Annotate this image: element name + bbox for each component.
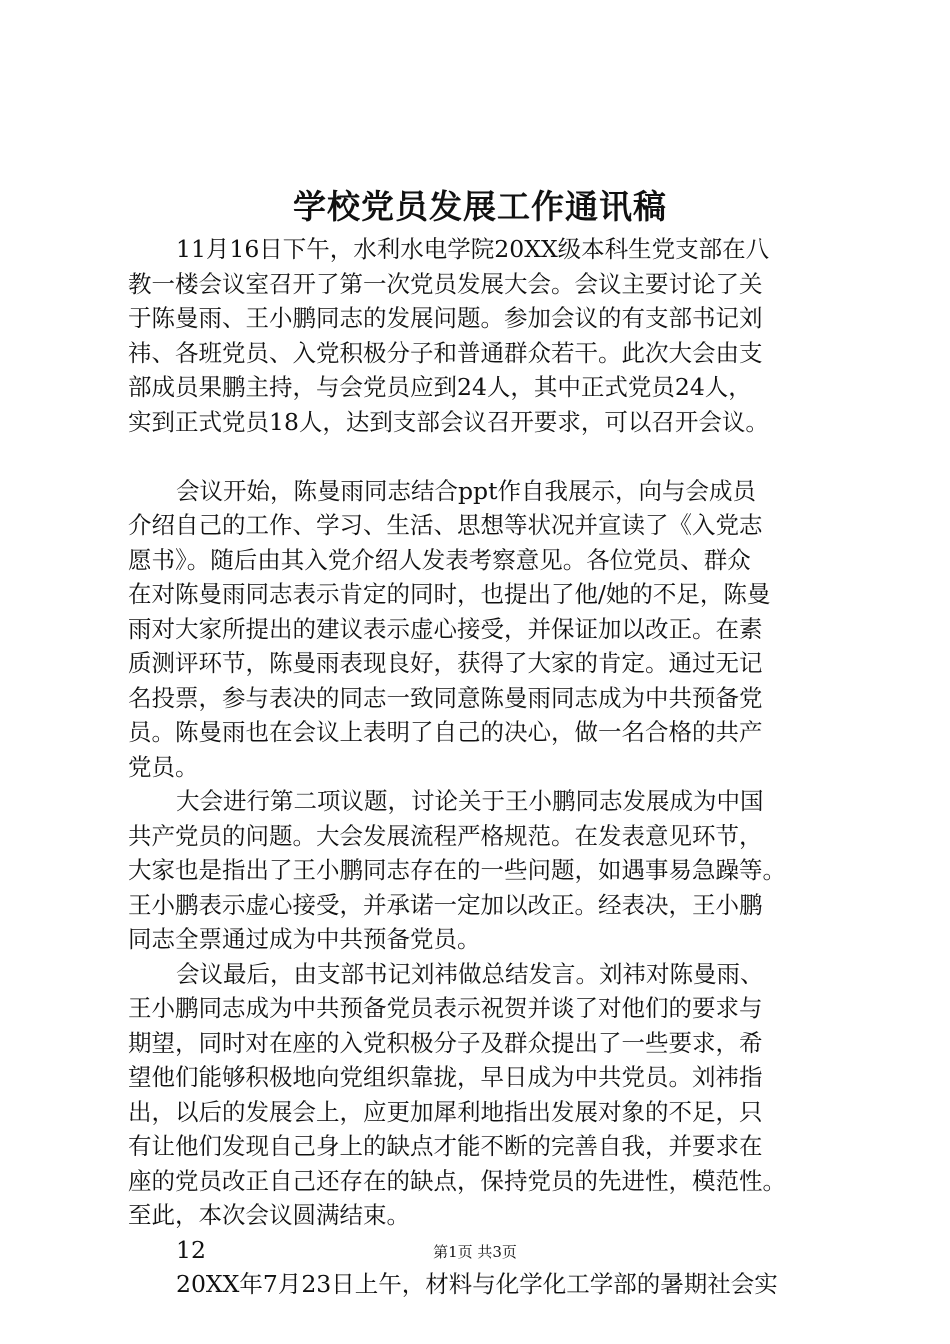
paragraph-line: 大家也是指出了王小鹏同志存在的一些问题，如遇事易急躁等。 (128, 856, 786, 884)
document-body (128, 232, 856, 1302)
paragraph-line: 20XX年7月23日上午，材料与化学化工学部的暑期社会实 (176, 1270, 778, 1298)
paragraph-gap (128, 439, 856, 474)
paragraph (128, 784, 856, 957)
page-footer: 第1页 共3页 (433, 1243, 517, 1261)
paragraph-line: 12 (176, 1235, 206, 1264)
paragraph-line: 王小鹏同志成为中共预备党员表示祝贺并谈了对他们的要求与 (128, 994, 763, 1022)
paragraph-line: 介绍自己的工作、学习、生活、思想等状况并宣读了《入党志 (128, 511, 763, 539)
paragraph-line: 座的党员改正自己还存在的缺点，保持党员的先进性，模范性。 (128, 1166, 786, 1195)
paragraph-line: 出，以后的发展会上，应更加犀利地指出发展对象的不足，只 (128, 1097, 763, 1126)
paragraph-line: 雨对大家所提出的建议表示虚心接受，并保证加以改正。在素 (128, 614, 763, 643)
paragraph-line: 会议最后，由支部书记刘祎做总结发言。刘祎对陈曼雨、 (176, 959, 764, 988)
paragraph-line: 有让他们发现自己身上的缺点才能不断的完善自我，并要求在 (128, 1132, 763, 1160)
paragraph-line: 党员。 (128, 752, 199, 781)
paragraph-line: 共产党员的问题。大会发展流程严格规范。在发表意见环节， (128, 821, 763, 850)
paragraph (128, 232, 856, 439)
paragraph-line: 望他们能够积极地向党组织靠拢，早日成为中共党员。刘祎指 (128, 1063, 763, 1091)
paragraph (128, 1267, 856, 1302)
paragraph-line: 质测评环节，陈曼雨表现良好，获得了大家的肯定。通过无记 (128, 649, 763, 677)
paragraph-line: 实到正式党员18人，达到支部会议召开要求，可以召开会议。 (128, 407, 769, 436)
paragraph-line: 名投票，参与表决的同志一致同意陈曼雨同志成为中共预备党 (128, 683, 763, 712)
paragraph-line: 期望，同时对在座的入党积极分子及群众提出了一些要求，希 (128, 1028, 763, 1057)
document-title: 学校党员发展工作通讯稿 (293, 187, 667, 226)
paragraph-line: 在对陈曼雨同志表示肯定的同时，也提出了他/她的不足，陈曼 (128, 580, 771, 608)
paragraph-line: 部成员果鹏主持，与会党员应到24人，其中正式党员24人， (128, 373, 752, 401)
paragraph-line: 同志全票通过成为中共预备党员。 (128, 925, 481, 953)
paragraph-line: 员。陈曼雨也在会议上表明了自己的决心，做一名合格的共产 (128, 718, 763, 746)
paragraph-line: 祎、各班党员、入党积极分子和普通群众若干。此次大会由支 (128, 338, 763, 367)
paragraph (128, 474, 856, 785)
paragraph-line: 至此，本次会议圆满结束。 (128, 1201, 410, 1229)
paragraph-line: 于陈曼雨、王小鹏同志的发展问题。参加会议的有支部书记刘 (128, 304, 763, 332)
paragraph-line: 大会进行第二项议题，讨论关于王小鹏同志发展成为中国 (176, 787, 764, 815)
paragraph-line: 11月16日下午，水利水电学院20XX级本科生党支部在八 (176, 235, 770, 263)
paragraph (128, 957, 856, 1233)
paragraph-line: 愿书》。随后由其入党介绍人发表考察意见。各位党员、群众 (128, 545, 751, 574)
paragraph-line: 教一楼会议室召开了第一次党员发展大会。会议主要讨论了关 (128, 269, 763, 298)
paragraph-line: 王小鹏表示虚心接受，并承诺一定加以改正。经表决，王小鹏 (128, 890, 763, 919)
paragraph-line: 会议开始，陈曼雨同志结合ppt作自我展示，向与会成员 (176, 476, 757, 505)
